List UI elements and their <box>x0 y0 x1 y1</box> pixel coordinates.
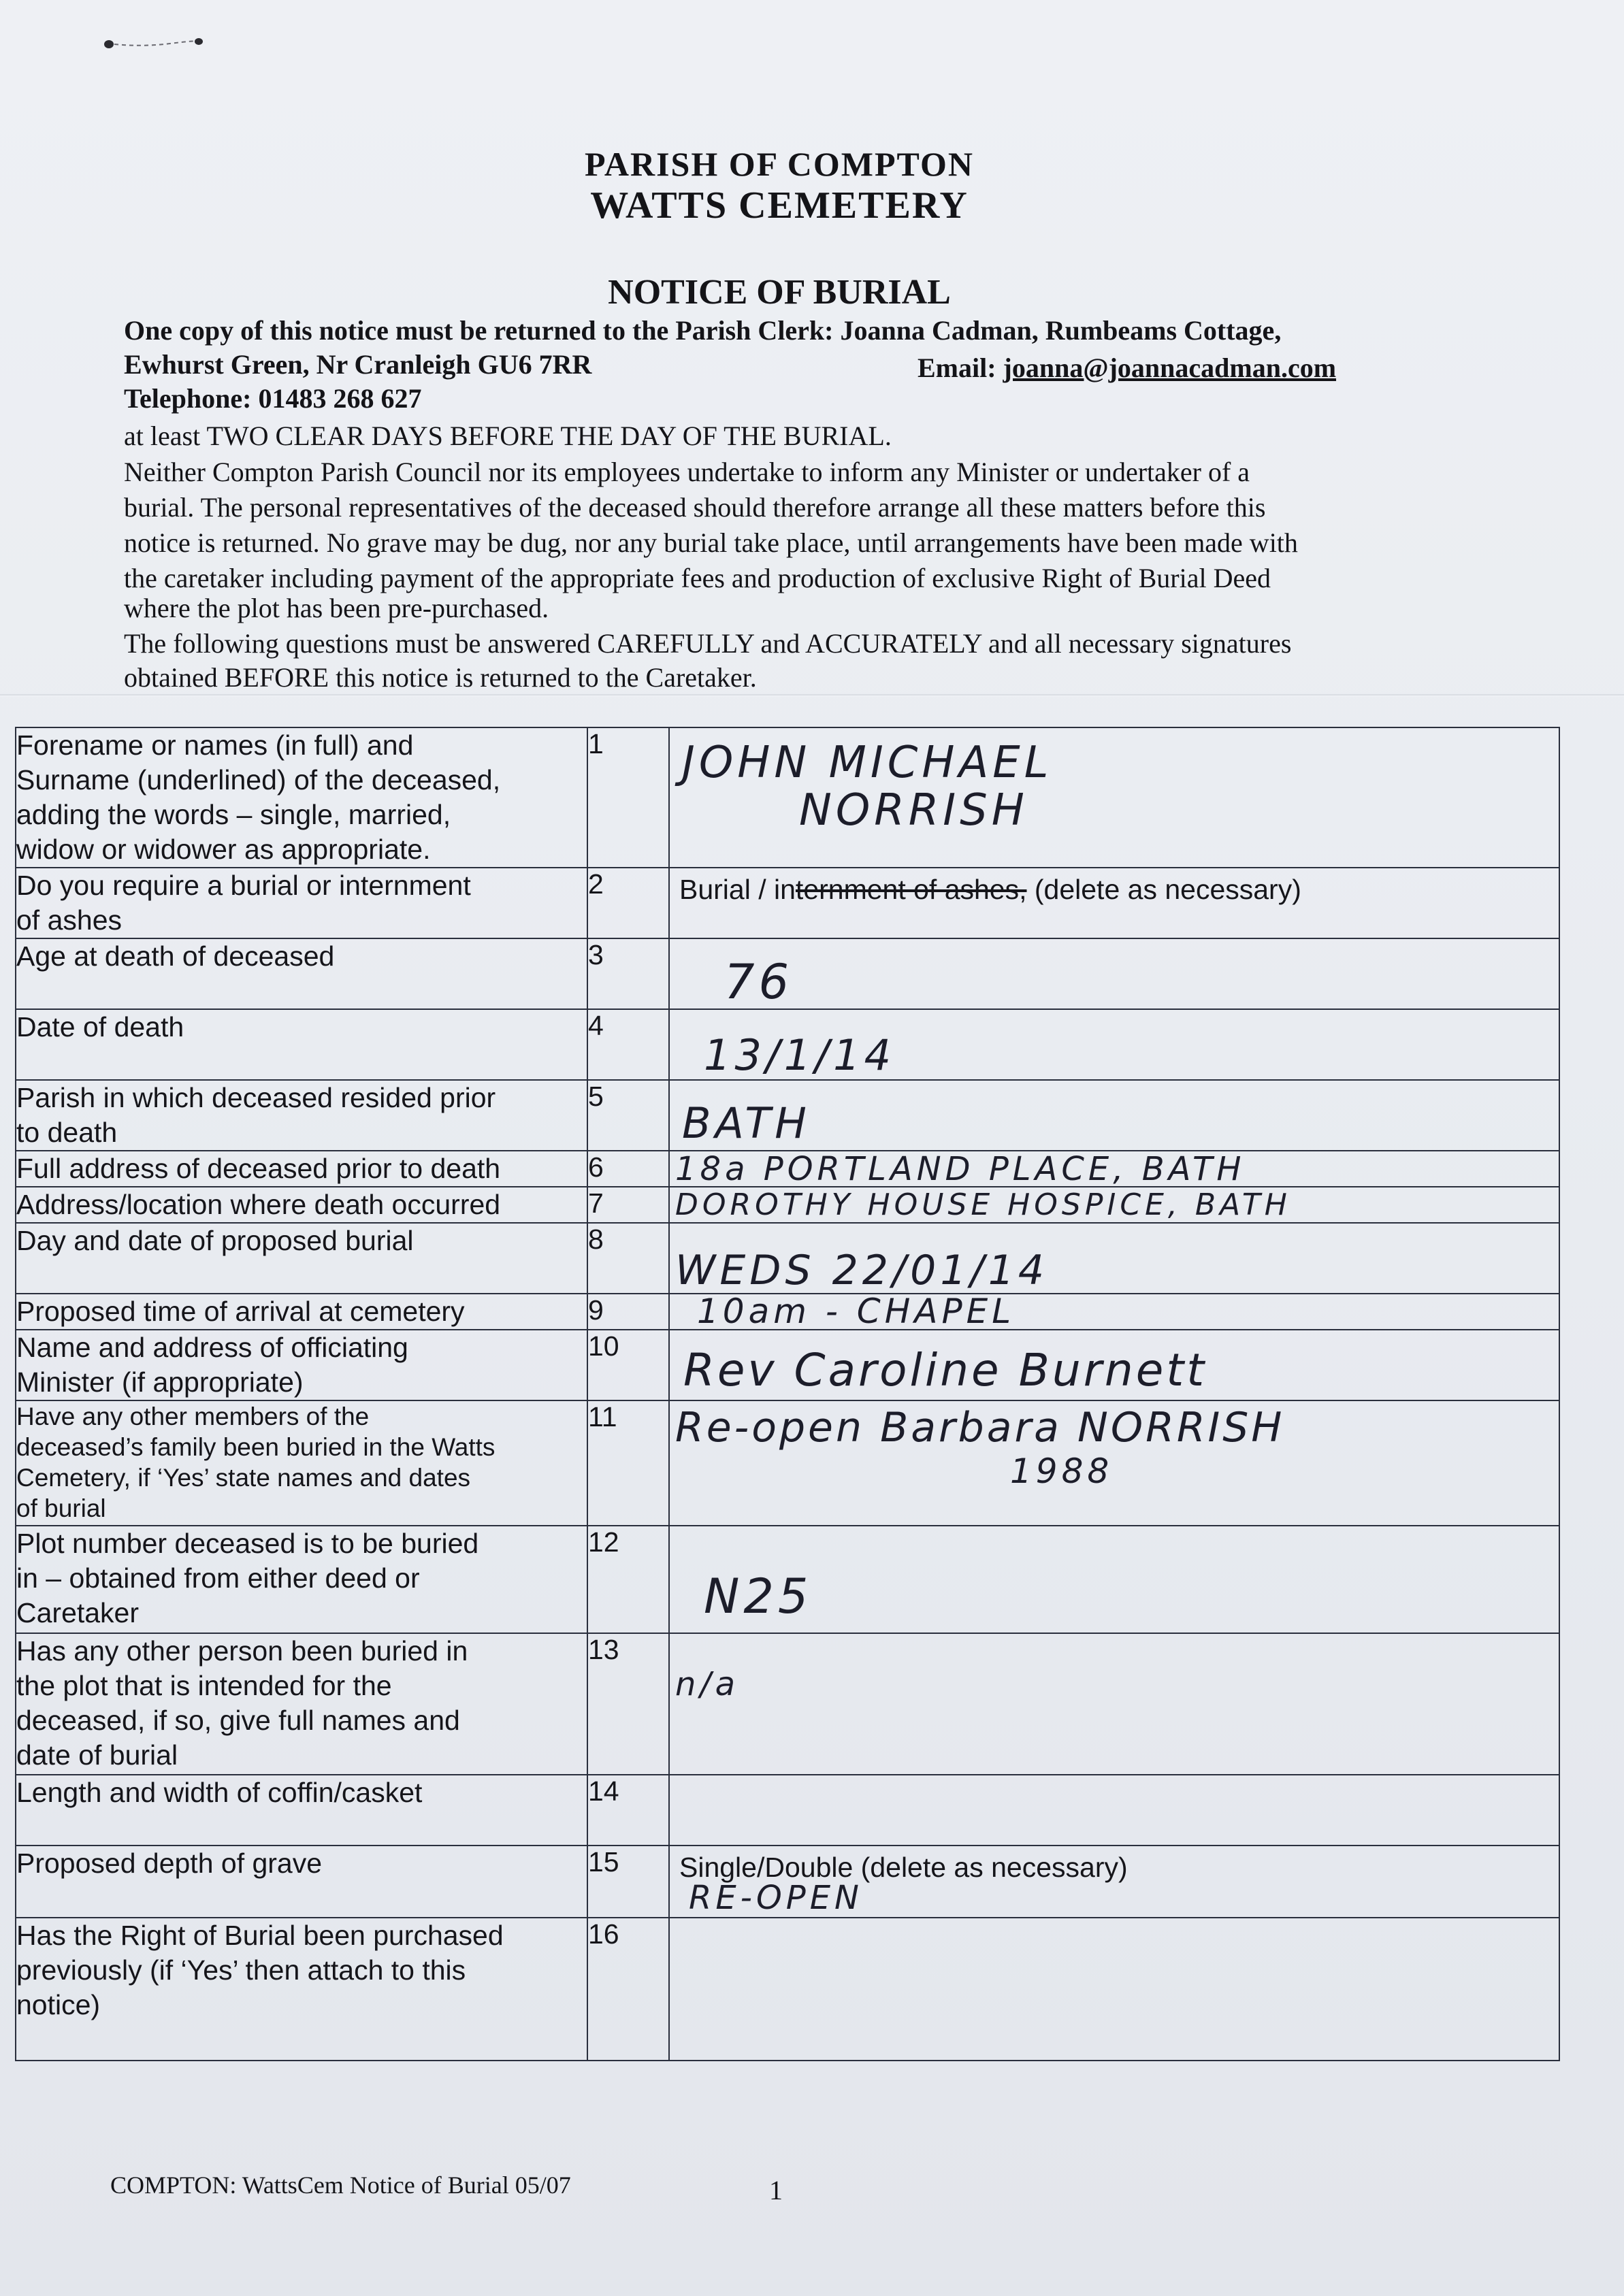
paragraph-1-line: the caretaker including payment of the appropriate fees and production of exclusive Right of Burial Deed <box>124 563 1271 593</box>
question-cell: Proposed depth of grave <box>16 1846 587 1918</box>
answer-cell[interactable] <box>669 1223 1559 1294</box>
table-row <box>16 1918 1559 2061</box>
question-cell: Do you require a burial or internment of ashes <box>16 868 587 938</box>
answer-cell[interactable] <box>669 1080 1559 1151</box>
table-row <box>16 1294 1559 1330</box>
notice-title: NOTICE OF BURIAL <box>608 273 951 312</box>
table-row <box>16 1151 1559 1187</box>
row-number: 12 <box>587 1526 669 1633</box>
parish-heading: PARISH OF COMPTON <box>585 145 974 183</box>
row-number: 5 <box>587 1080 669 1151</box>
row-number: 16 <box>587 1918 669 2061</box>
question-cell: Date of death <box>16 1009 587 1080</box>
paragraph-1-line: burial. The personal representatives of the deceased should therefore arrange all these matters before this <box>124 492 1266 523</box>
question-cell: Name and address of officiating Minister (if appropriate) <box>16 1330 587 1400</box>
question-cell: Address/location where death occurred <box>16 1187 587 1223</box>
table-row <box>16 1526 1559 1633</box>
question-cell: Parish in which deceased resided prior to death <box>16 1080 587 1151</box>
paragraph-1-line: notice is returned. No grave may be dug, nor any burial take place, until arrangements have been made with <box>124 527 1298 558</box>
answer-cell[interactable] <box>669 868 1559 938</box>
table-row <box>16 727 1559 868</box>
page-number: 1 <box>769 2175 783 2205</box>
table-row <box>16 1330 1559 1400</box>
answer-cell[interactable] <box>669 1294 1559 1330</box>
question-cell: Plot number deceased is to be buried in – obtained from either deed or Caretaker <box>16 1526 587 1633</box>
row-number: 6 <box>587 1151 669 1187</box>
question-cell: Day and date of proposed burial <box>16 1223 587 1294</box>
handwritten-answer: Rev Caroline Burnett <box>683 1344 1207 1396</box>
answer-cell[interactable] <box>669 1187 1559 1223</box>
telephone-line: Telephone: 01483 268 627 <box>124 383 422 414</box>
email-label: Email: <box>917 352 1003 383</box>
handwritten-answer: RE-OPEN <box>689 1879 863 1917</box>
table-row <box>16 1187 1559 1223</box>
answer-cell[interactable] <box>669 1151 1559 1187</box>
paragraph-2-line: obtained BEFORE this notice is returned to the Caretaker. <box>124 662 757 693</box>
question-cell: Has the Right of Burial been purchased previously (if ‘Yes’ then attach to this notice) <box>16 1918 587 2061</box>
handwritten-answer: 1988 <box>1010 1452 1114 1491</box>
handwritten-answer: 13/1/14 <box>704 1030 896 1080</box>
table-row <box>16 1400 1559 1526</box>
intro-line-2: Ewhurst Green, Nr Cranleigh GU6 7RR <box>124 349 592 380</box>
printed-options: Single/Double (delete as necessary) <box>679 1852 1128 1883</box>
handwritten-answer: NORRISH <box>799 785 1028 836</box>
handwritten-answer: 10am - CHAPEL <box>697 1292 1016 1331</box>
row-number: 4 <box>587 1009 669 1080</box>
question-cell: Has any other person been buried in the plot that is intended for the deceased, if so, give full names and date of burial <box>16 1633 587 1775</box>
table-row <box>16 868 1559 938</box>
question-cell: Length and width of coffin/casket <box>16 1775 587 1846</box>
handwritten-answer: WEDS 22/01/14 <box>675 1247 1049 1294</box>
footer-reference: COMPTON: WattsCem Notice of Burial 05/07 <box>110 2171 571 2199</box>
handwritten-answer: 18a PORTLAND PLACE, BATH <box>675 1150 1246 1188</box>
row-number: 9 <box>587 1294 669 1330</box>
paragraph-2-line: The following questions must be answered CAREFULLY and ACCURATELY and all necessary signatures <box>124 628 1292 659</box>
table-row <box>16 938 1559 1009</box>
handwritten-answer: N25 <box>704 1569 813 1624</box>
printed-options: Burial / internment of ashes, (delete as necessary) <box>679 874 1301 905</box>
intro-line-4: at least TWO CLEAR DAYS BEFORE THE DAY OF THE BURIAL. <box>124 421 892 451</box>
question-cell: Forename or names (in full) and Surname (underlined) of the deceased, adding the words – single, married, widow or widower as appropriate. <box>16 727 587 868</box>
burial-form-table <box>15 727 1560 2061</box>
question-cell: Full address of deceased prior to death <box>16 1151 587 1187</box>
answer-cell[interactable] <box>669 1918 1559 2061</box>
handwritten-answer: n/a <box>675 1665 740 1703</box>
table-row <box>16 1223 1559 1294</box>
paragraph-1-line: where the plot has been pre-purchased. <box>124 593 549 623</box>
staple-mark-icon <box>102 37 204 51</box>
row-number: 1 <box>587 727 669 868</box>
intro-line-1: One copy of this notice must be returned to the Parish Clerk: Joanna Cadman, Rumbeams Cottage, <box>124 315 1282 346</box>
table-row <box>16 1633 1559 1775</box>
table-row <box>16 1775 1559 1846</box>
question-cell: Proposed time of arrival at cemetery <box>16 1294 587 1330</box>
row-number: 11 <box>587 1400 669 1526</box>
answer-cell[interactable] <box>669 938 1559 1009</box>
handwritten-answer: DOROTHY HOUSE HOSPICE, BATH <box>675 1187 1291 1222</box>
answer-cell[interactable] <box>669 1330 1559 1400</box>
row-number: 7 <box>587 1187 669 1223</box>
table-row <box>16 1009 1559 1080</box>
row-number: 2 <box>587 868 669 938</box>
answer-cell[interactable] <box>669 1633 1559 1775</box>
answer-cell[interactable] <box>669 727 1559 868</box>
question-cell: Age at death of deceased <box>16 938 587 1009</box>
struck-option: ternment of ashes, <box>795 874 1027 905</box>
table-row <box>16 1080 1559 1151</box>
row-number: 8 <box>587 1223 669 1294</box>
answer-cell[interactable] <box>669 1009 1559 1080</box>
table-row <box>16 1846 1559 1918</box>
answer-cell[interactable] <box>669 1775 1559 1846</box>
row-number: 13 <box>587 1633 669 1775</box>
handwritten-answer: 76 <box>724 954 794 1010</box>
paper-fold <box>0 694 1624 697</box>
row-number: 10 <box>587 1330 669 1400</box>
row-number: 3 <box>587 938 669 1009</box>
handwritten-answer: JOHN MICHAEL <box>682 738 1053 788</box>
answer-cell[interactable] <box>669 1526 1559 1633</box>
handwritten-answer: Re-open Barbara NORRISH <box>675 1404 1285 1452</box>
email-line <box>917 352 1336 384</box>
email-link[interactable]: joanna@joannacadman.com <box>1003 352 1337 383</box>
row-number: 15 <box>587 1846 669 1918</box>
answer-cell[interactable] <box>669 1400 1559 1526</box>
question-cell: Have any other members of the deceased’s family been buried in the Watts Cemetery, if ‘Yes’ state names and dates of burial <box>16 1400 587 1526</box>
answer-cell[interactable] <box>669 1846 1559 1918</box>
paragraph-1-line: Neither Compton Parish Council nor its employees undertake to inform any Minister or undertaker of a <box>124 457 1250 487</box>
row-number: 14 <box>587 1775 669 1846</box>
cemetery-heading: WATTS CEMETERY <box>590 184 969 227</box>
handwritten-answer: BATH <box>682 1098 811 1148</box>
